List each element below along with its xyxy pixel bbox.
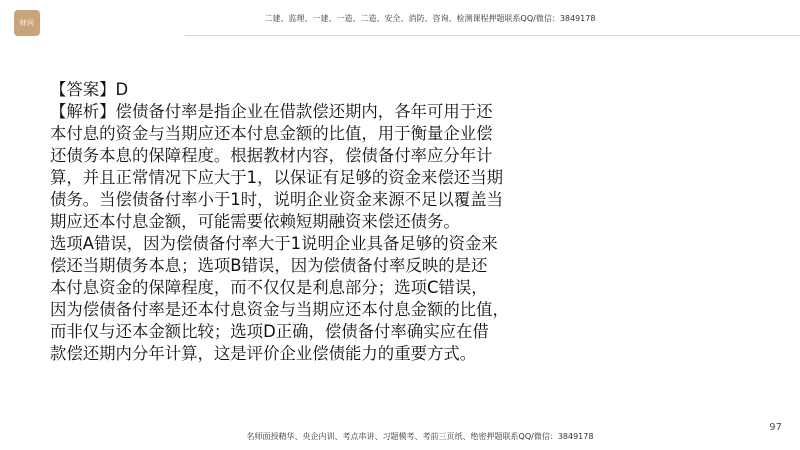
content-line: 选项A错误，因为偿债备付率大于1说明企业具备足够的资金来 xyxy=(50,234,498,253)
content-line: 款偿还期内分年计算，这是评价企业偿债能力的重要方式。 xyxy=(50,344,477,363)
content-line: 债务。当偿债备付率小于1时，说明企业资金来源不足以覆盖当 xyxy=(50,190,503,209)
brand-logo xyxy=(14,10,40,36)
content-line: 【解析】偿债备付率是指企业在借款偿还期内，各年可用于还 xyxy=(50,102,493,121)
answer-explanation xyxy=(50,79,618,365)
content-line: 因为偿债备付率是还本付息资金与当期应还本付息金额的比值， xyxy=(50,300,509,319)
content-line: 期应还本付息金额，可能需要依赖短期融资来偿还债务。 xyxy=(50,212,460,231)
page-number: 97 xyxy=(769,422,782,433)
footer-contact-text: 名师面授精华、央企内训、考点串讲、习题模考、考前三页纸、绝密押题联系QQ/微信：3849178 xyxy=(246,432,594,441)
brand-logo-text: 财问 xyxy=(19,19,35,27)
content-line: 偿还当期债务本息；选项B错误，因为偿债备付率反映的是还 xyxy=(50,256,488,275)
content-line: 本付息的资金与当期应还本付息金额的比值，用于衡量企业偿 xyxy=(50,124,493,143)
content-line: 【答案】D xyxy=(50,80,129,99)
content-line: 算，并且正常情况下应大于1，以保证有足够的资金来偿还当期 xyxy=(50,168,503,187)
content-line: 本付息资金的保障程度，而不仅仅是利息部分；选项C错误， xyxy=(50,278,488,297)
content-line: 而非仅与还本金额比较；选项D正确，偿债备付率确实应在借 xyxy=(50,322,489,341)
content-line: 还债务本息的保障程度。根据教材内容，偿债备付率应分年计 xyxy=(50,146,493,165)
header-divider xyxy=(185,35,800,36)
header-contact-text: 二建、监理、一建、一造、二造、安全、消防、咨询、检测课程押题联系QQ/微信：3849178 xyxy=(264,14,596,23)
